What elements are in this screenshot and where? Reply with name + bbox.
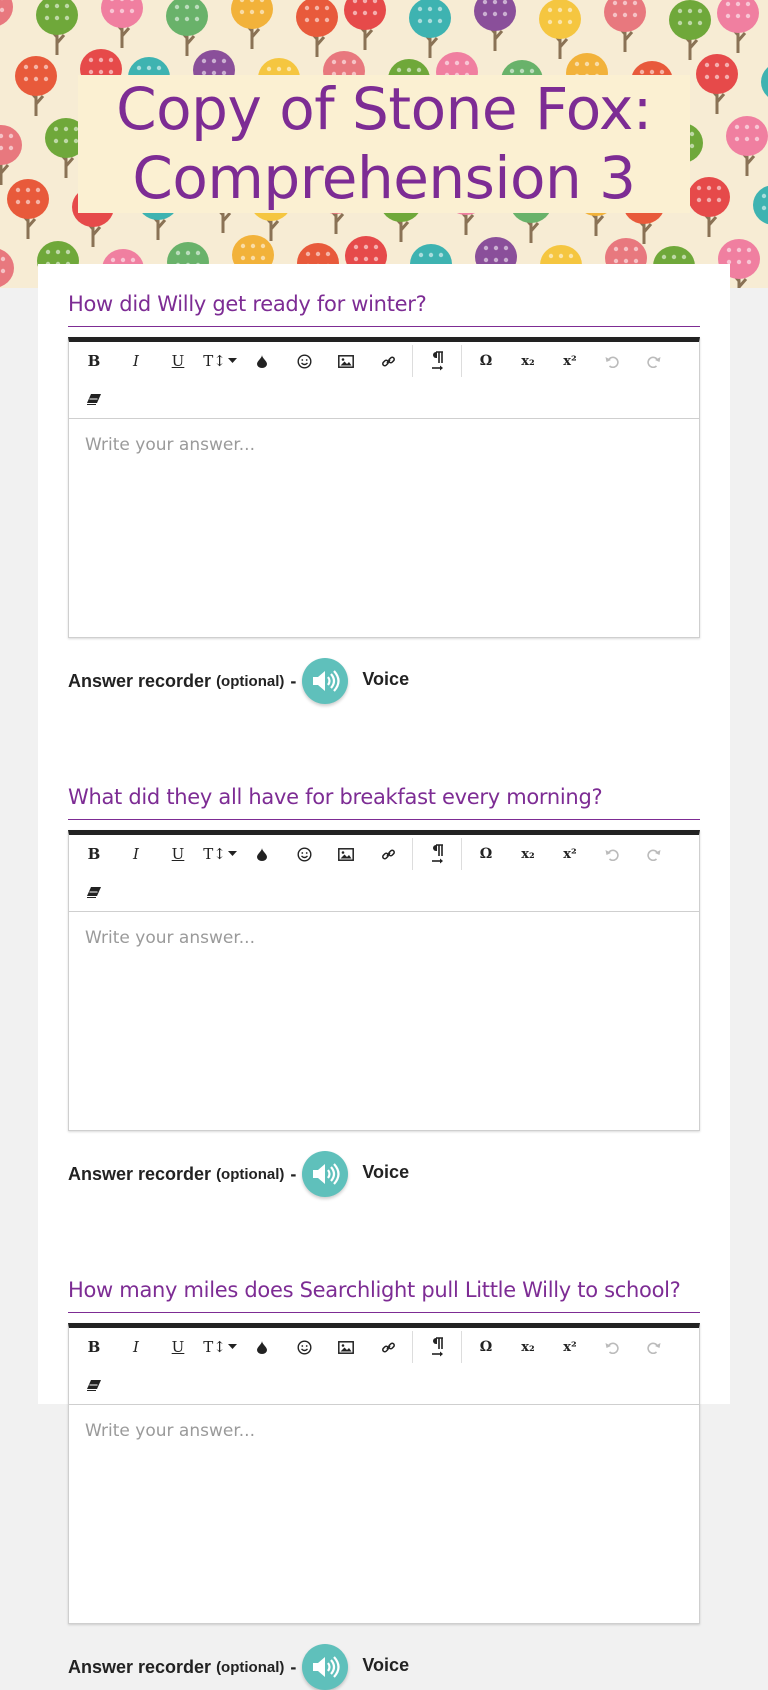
bold-button[interactable]: B [73,344,115,378]
toolbar-row [73,1368,115,1402]
superscript-button[interactable]: x² [549,1330,591,1364]
special-characters-button[interactable]: Ω [465,344,507,378]
speaker-icon [310,1654,340,1680]
paragraph-direction-button[interactable] [416,837,458,871]
redo-button[interactable] [633,837,675,871]
editor-toolbar [69,1328,699,1405]
recorder-optional: (optional) [216,1659,284,1676]
undo-button[interactable] [591,837,633,871]
insert-link-button[interactable] [367,837,409,871]
clear-formatting-button[interactable] [73,382,115,416]
recorder-dash: - [290,1657,296,1678]
clear-formatting-button[interactable] [73,875,115,909]
toolbar-row [73,875,115,909]
bold-button[interactable]: B [73,1330,115,1364]
tree-decoration [726,116,768,176]
rich-text-editor [68,830,700,1131]
emoji-button[interactable] [283,837,325,871]
tree-decoration [474,0,516,51]
insert-image-button[interactable] [325,837,367,871]
toolbar-divider [461,345,462,377]
recorder-label: Answer recorder [68,1657,211,1678]
image-icon [338,848,354,861]
image-icon [338,1341,354,1354]
toolbar-row [73,1330,675,1364]
question-title: What did they all have for breakfast every morning? [68,783,700,820]
text-color-button[interactable] [241,344,283,378]
insert-link-button[interactable] [367,1330,409,1364]
pilcrow-icon [430,351,444,371]
text-color-button[interactable] [241,1330,283,1364]
speaker-icon [310,668,340,694]
text-size-button[interactable] [199,1330,241,1364]
insert-image-button[interactable] [325,1330,367,1364]
emoji-button[interactable] [283,1330,325,1364]
tree-decoration [344,0,386,50]
tree-decoration [231,0,273,49]
toolbar-divider [461,838,462,870]
editor-toolbar [69,342,699,419]
underline-button[interactable]: U [157,1330,199,1364]
paragraph-direction-button[interactable] [416,344,458,378]
recorder-dash: - [290,1164,296,1185]
italic-button[interactable]: I [115,837,157,871]
subscript-button[interactable]: x₂ [507,1330,549,1364]
eraser-icon [86,886,102,898]
smiley-icon [297,1340,312,1355]
special-characters-button[interactable]: Ω [465,1330,507,1364]
underline-button[interactable]: U [157,837,199,871]
text-size-button[interactable] [199,344,241,378]
toolbar-divider [412,1331,413,1363]
toolbar-divider [461,1331,462,1363]
tree-decoration [101,0,143,48]
link-icon [381,1340,396,1355]
subscript-button[interactable]: x₂ [507,837,549,871]
undo-icon [605,355,619,368]
redo-button[interactable] [633,344,675,378]
tree-decoration [669,0,711,60]
text-size-label: T↕ [203,1338,226,1356]
text-size-label: T↕ [203,352,226,370]
rich-text-editor [68,1323,700,1624]
toolbar-row [73,344,675,378]
answer-input[interactable]: Write your answer... [69,419,699,637]
tree-decoration [717,0,759,53]
answer-input[interactable]: Write your answer... [69,912,699,1130]
paragraph-direction-button[interactable] [416,1330,458,1364]
italic-button[interactable]: I [115,344,157,378]
superscript-button[interactable]: x² [549,344,591,378]
text-color-button[interactable] [241,837,283,871]
tree-decoration [539,0,581,59]
record-voice-button[interactable] [302,658,348,704]
clear-formatting-button[interactable] [73,1368,115,1402]
answer-recorder [68,1151,700,1197]
toolbar-row [73,382,115,416]
page-title [116,75,652,213]
tree-decoration [0,0,13,47]
tree-decoration [753,185,768,245]
smiley-icon [297,847,312,862]
answer-recorder [68,658,700,704]
toolbar-divider [412,838,413,870]
recorder-label: Answer recorder [68,671,211,692]
droplet-icon [257,355,267,368]
voice-label: Voice [362,1162,409,1183]
tree-decoration [0,125,22,185]
answer-input[interactable]: Write your answer... [69,1405,699,1623]
eraser-icon [86,393,102,405]
toolbar-divider [412,345,413,377]
tree-decoration [761,62,768,122]
redo-icon [647,1341,661,1354]
undo-button[interactable] [591,344,633,378]
smiley-icon [297,354,312,369]
tree-decoration [7,179,49,239]
italic-button[interactable]: I [115,1330,157,1364]
redo-button[interactable] [633,1330,675,1364]
editor-toolbar [69,835,699,912]
tree-decoration [604,0,646,52]
undo-button[interactable] [591,1330,633,1364]
text-size-label: T↕ [203,845,226,863]
toolbar-row [73,837,675,871]
caret-down-icon [228,851,237,857]
question-block [68,783,700,1197]
redo-icon [647,355,661,368]
recorder-optional: (optional) [216,1166,284,1183]
caret-down-icon [228,358,237,364]
pilcrow-icon [430,1337,444,1357]
image-icon [338,355,354,368]
link-icon [381,354,396,369]
question-title: How many miles does Searchlight pull Little Willy to school? [68,1276,700,1313]
rich-text-editor [68,337,700,638]
record-voice-button[interactable] [302,1151,348,1197]
superscript-button[interactable]: x² [549,837,591,871]
voice-label: Voice [362,1655,409,1676]
redo-icon [647,848,661,861]
tree-decoration [166,0,208,56]
recorder-dash: - [290,671,296,692]
question-block [68,290,700,704]
subscript-button[interactable]: x₂ [507,344,549,378]
undo-icon [605,848,619,861]
tree-decoration [36,0,78,55]
undo-icon [605,1341,619,1354]
recorder-optional: (optional) [216,673,284,690]
droplet-icon [257,848,267,861]
question-block [68,1276,700,1690]
recorder-label: Answer recorder [68,1164,211,1185]
speaker-icon [310,1161,340,1187]
link-icon [381,847,396,862]
answer-recorder [68,1644,700,1690]
emoji-button[interactable] [283,344,325,378]
tree-decoration [409,0,451,58]
droplet-icon [257,1341,267,1354]
pilcrow-icon [430,844,444,864]
page-title-line1: Copy of Stone Fox: [116,75,652,143]
header-banner [0,0,768,288]
question-title: How did Willy get ready for winter? [68,290,700,327]
caret-down-icon [228,1344,237,1350]
worksheet-card [38,264,730,1404]
text-size-button[interactable] [199,837,241,871]
underline-button[interactable]: U [157,344,199,378]
tree-decoration [696,54,738,114]
voice-label: Voice [362,669,409,690]
tree-decoration [0,248,14,288]
special-characters-button[interactable]: Ω [465,837,507,871]
tree-decoration [15,56,57,116]
record-voice-button[interactable] [302,1644,348,1690]
tree-decoration [688,177,730,237]
insert-link-button[interactable] [367,344,409,378]
bold-button[interactable]: B [73,837,115,871]
insert-image-button[interactable] [325,344,367,378]
tree-decoration [296,0,338,57]
page-title-line2: Comprehension 3 [132,144,635,212]
title-box [78,75,690,213]
eraser-icon [86,1379,102,1391]
